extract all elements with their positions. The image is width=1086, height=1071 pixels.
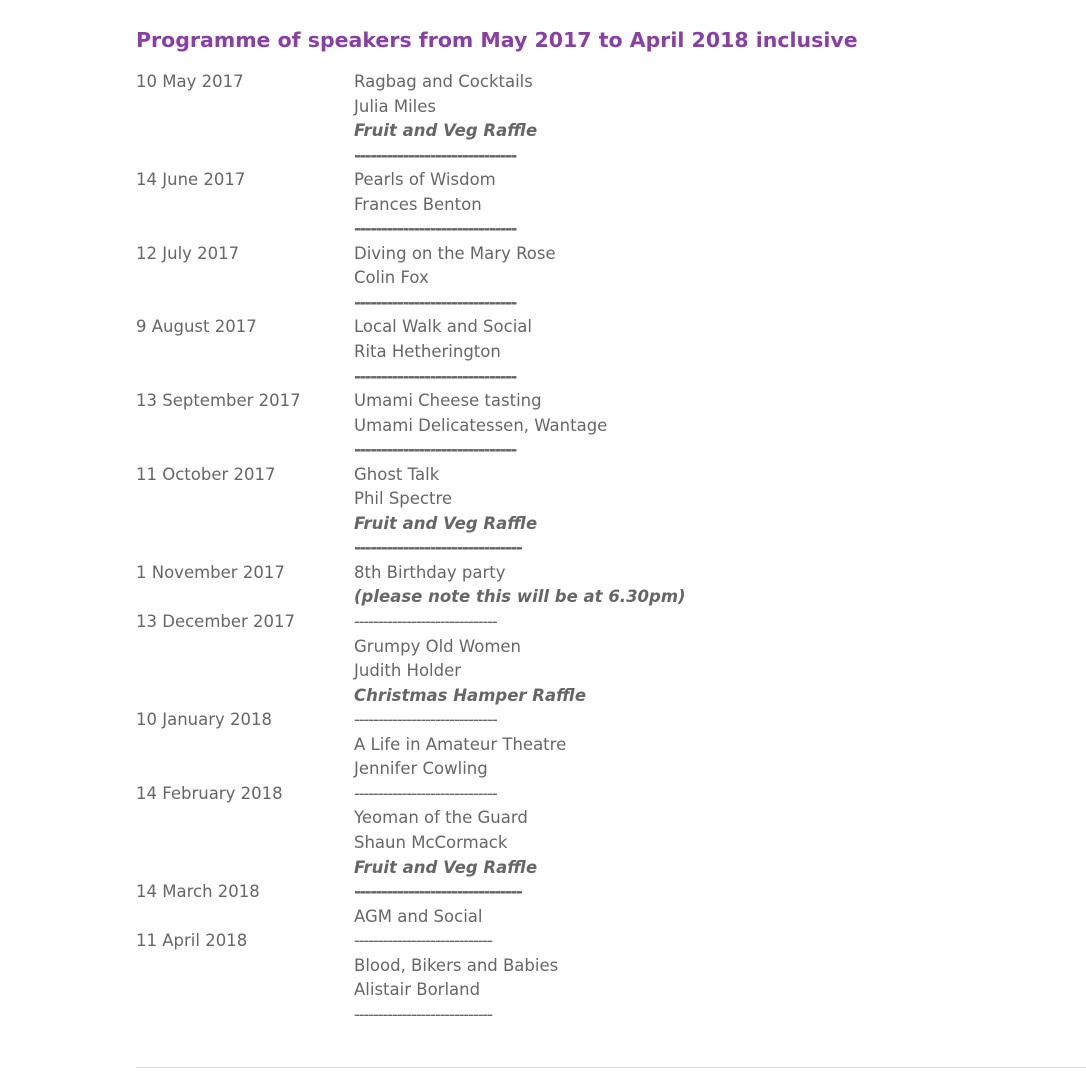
- programme-line: Blood, Bikers and Babies: [354, 955, 559, 975]
- footer-divider: [136, 1067, 1086, 1068]
- programme-line: A Life in Amateur Theatre: [354, 734, 567, 754]
- dates-column: [136, 70, 301, 1027]
- programme-note: Fruit and Veg Raffle: [354, 121, 538, 141]
- programme-line: Judith Holder: [354, 661, 462, 681]
- programme-note: Fruit and Veg Raffle: [354, 857, 538, 877]
- date-spacer: [136, 144, 301, 169]
- programme-line: Ghost Talk: [354, 464, 440, 484]
- separator-line: ------------------------------: [354, 366, 516, 386]
- programme-line: Colin Fox: [354, 268, 429, 288]
- event-date: 9 August 2017: [136, 317, 257, 337]
- programme-column: [354, 70, 686, 1027]
- date-spacer: [136, 585, 301, 610]
- programme-line: Rita Hetherington: [354, 342, 501, 362]
- date-spacer: [136, 1003, 301, 1028]
- programme-line: Umami Cheese tasting: [354, 391, 542, 411]
- date-spacer: [136, 487, 301, 512]
- date-spacer: [136, 856, 301, 881]
- separator-line: ------------------------------: [354, 612, 497, 632]
- event-date: 13 December 2017: [136, 612, 296, 632]
- date-spacer: [136, 954, 301, 979]
- date-spacer: [136, 340, 301, 365]
- event-date: 10 May 2017: [136, 72, 244, 91]
- date-spacer: [136, 365, 301, 390]
- date-spacer: [136, 119, 301, 144]
- separator-line: ------------------------------: [354, 440, 516, 460]
- separator-line: ------------------------------: [354, 219, 516, 239]
- date-spacer: [136, 95, 301, 120]
- date-spacer: [136, 438, 301, 463]
- page-title: Programme of speakers from May 2017 to April 2018 inclusive: [136, 28, 858, 52]
- programme-line: Frances Benton: [354, 194, 482, 214]
- programme-line: Pearls of Wisdom: [354, 170, 496, 190]
- programme-note: (please note this will be at 6.30pm): [354, 587, 686, 607]
- date-spacer: [136, 905, 301, 930]
- programme-line: Julia Miles: [354, 96, 437, 116]
- programme-line: Grumpy Old Women: [354, 636, 521, 656]
- programme-line: Ragbag and Cocktails: [354, 72, 533, 91]
- programme-line: Jennifer Cowling: [354, 759, 488, 779]
- separator-line: -----------------------------: [354, 1004, 492, 1024]
- separator-line: ------------------------------: [354, 783, 497, 803]
- separator-line: -------------------------------: [354, 538, 522, 558]
- event-date: 11 April 2018: [136, 931, 248, 951]
- separator-line: -----------------------------: [354, 931, 492, 951]
- date-spacer: [136, 414, 301, 439]
- programme-line: Shaun McCormack: [354, 832, 508, 852]
- programme-line: Local Walk and Social: [354, 317, 532, 337]
- separator-line: ------------------------------: [354, 145, 516, 165]
- event-date: 12 July 2017: [136, 243, 240, 263]
- separator-line: ------------------------------: [354, 710, 497, 730]
- date-spacer: [136, 978, 301, 1003]
- event-date: 14 February 2018: [136, 783, 283, 803]
- event-date: 14 March 2018: [136, 882, 260, 902]
- date-spacer: [136, 831, 301, 856]
- date-spacer: [136, 806, 301, 831]
- event-date: 11 October 2017: [136, 464, 276, 484]
- programme-line: AGM and Social: [354, 906, 483, 926]
- date-spacer: [136, 512, 301, 537]
- date-spacer: [136, 193, 301, 218]
- programme-line: Alistair Borland: [354, 980, 481, 1000]
- programme-line: Diving on the Mary Rose: [354, 243, 556, 263]
- event-date: 10 January 2018: [136, 710, 273, 730]
- separator-line: ------------------------------: [354, 292, 516, 312]
- date-spacer: [136, 536, 301, 561]
- event-date: 1 November 2017: [136, 562, 285, 582]
- date-spacer: [136, 757, 301, 782]
- programme-note: Christmas Hamper Raffle: [354, 685, 587, 705]
- programme-line: Phil Spectre: [354, 489, 453, 509]
- programme-line: 8th Birthday party: [354, 562, 506, 582]
- programme-note: Fruit and Veg Raffle: [354, 513, 538, 533]
- event-date: 13 September 2017: [136, 391, 301, 411]
- date-spacer: [136, 684, 301, 709]
- programme-line: Yeoman of the Guard: [354, 808, 528, 828]
- date-spacer: [136, 659, 301, 684]
- separator-line: -------------------------------: [354, 882, 522, 902]
- date-spacer: [136, 217, 301, 242]
- date-spacer: [136, 291, 301, 316]
- date-spacer: [136, 266, 301, 291]
- date-spacer: [136, 635, 301, 660]
- programme-line: Umami Delicatessen, Wantage: [354, 415, 608, 435]
- date-spacer: [136, 733, 301, 758]
- event-date: 14 June 2017: [136, 170, 246, 190]
